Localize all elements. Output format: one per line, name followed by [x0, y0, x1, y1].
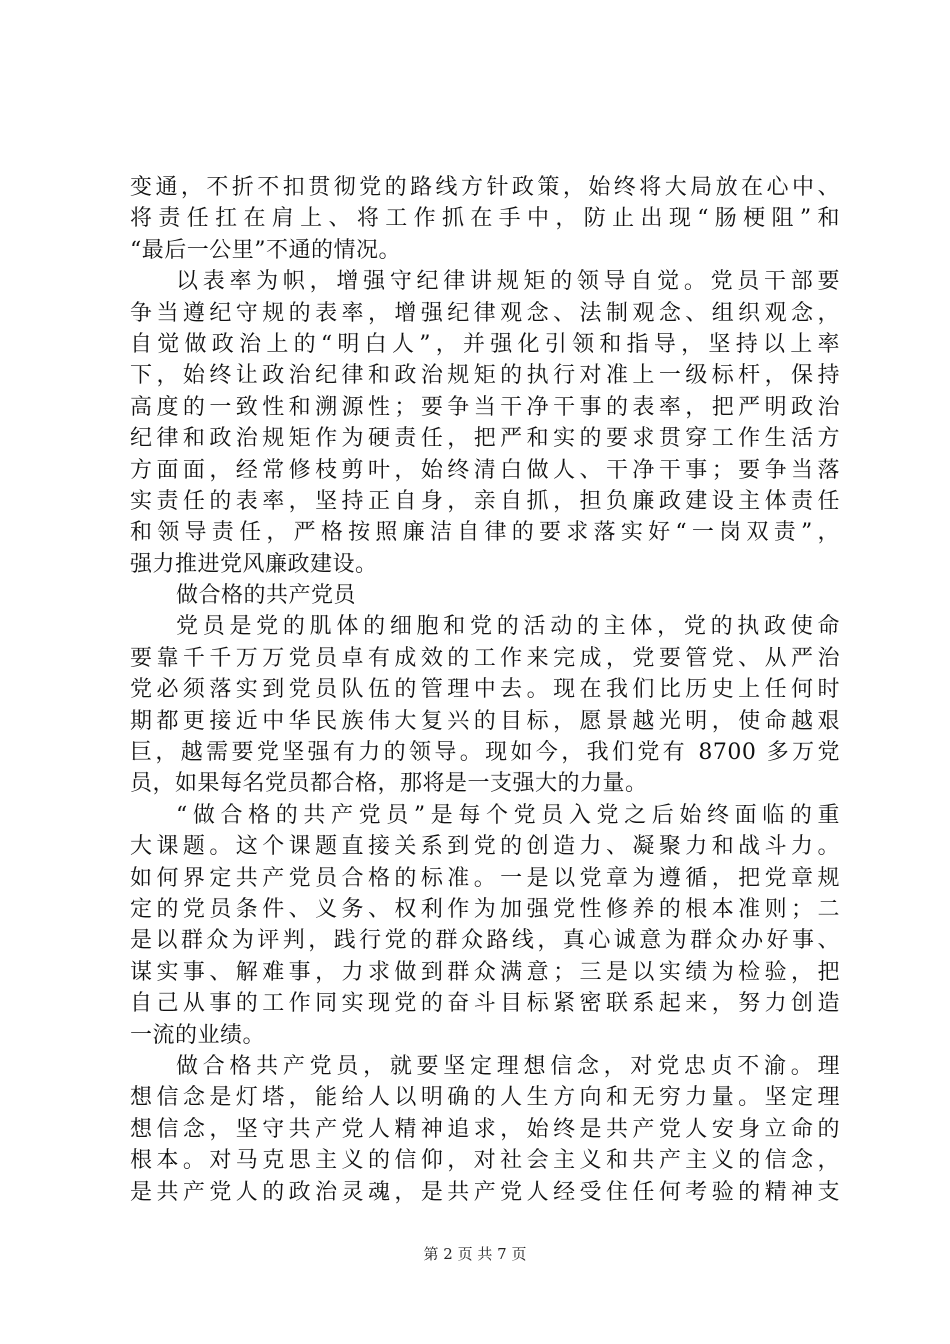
text-line: 一流的业绩。 [130, 1022, 266, 1048]
text-line: “做合格的共产党员”是每个党员入党之后始终面临的重 [176, 802, 840, 828]
text-line: 党员是党的肌体的细胞和党的活动的主体，党的执政使命 [176, 614, 840, 640]
text-line: 将责任扛在肩上、将工作抓在手中，防止出现“肠梗阻”和 [130, 206, 840, 232]
text-line: 变通，不折不扣贯彻党的路线方针政策，始终将大局放在心中、 [130, 175, 840, 200]
text-line: 是以群众为评判，践行党的群众路线，真心诚意为群众办好事、 [130, 928, 840, 954]
text-line: 想信念是灯塔，能给人以明确的人生方向和无穷力量。坚定理 [130, 1085, 840, 1111]
text-line: “最后一公里”不通的情况。 [130, 237, 401, 263]
text-line: 根本。对马克思主义的信仰，对社会主义和共产主义的信念， [130, 1148, 840, 1174]
text-line: 党必须落实到党员队伍的管理中去。现在我们比历史上任何时 [130, 677, 840, 703]
text-line: 期都更接近中华民族伟大复兴的目标，愿景越光明，使命越艰 [130, 708, 840, 734]
text-line: 巨，越需要党坚强有力的领导。现如今，我们党有 8700 多万党 [130, 740, 840, 766]
text-line: 和领导责任，严格按照廉洁自律的要求落实好“一岗双责”， [130, 520, 840, 546]
text-line: 争当遵纪守规的表率，增强纪律观念、法制观念、组织观念， [130, 300, 840, 326]
text-line: 高度的一致性和溯源性；要争当干净干事的表率，把严明政治 [130, 394, 840, 420]
text-line: 如何界定共产党员合格的标准。一是以党章为遵循，把党章规 [130, 865, 840, 891]
text-line: 下，始终让政治纪律和政治规矩的执行对准上一级标杆，保持 [130, 363, 840, 389]
text-line: 以表率为帜，增强守纪律讲规矩的领导自觉。党员干部要 [176, 269, 840, 295]
text-line: 强力推进党风廉政建设。 [130, 551, 378, 577]
text-line: 要靠千千万万党员卓有成效的工作来完成，党要管党、从严治 [130, 645, 840, 671]
text-line: 谋实事、解难事，力求做到群众满意；三是以实绩为检验，把 [130, 959, 840, 985]
text-line: 实责任的表率，坚持正自身，亲自抓，担负廉政建设主体责任 [130, 488, 840, 514]
text-line: 自己从事的工作同实现党的奋斗目标紧密联系起来，努力创造 [130, 991, 840, 1017]
text-line: 大课题。这个课题直接关系到党的创造力、凝聚力和战斗力。 [130, 834, 840, 860]
text-line: 定的党员条件、义务、权利作为加强党性修养的根本准则；二 [130, 896, 840, 922]
text-line: 纪律和政治规矩作为硬责任，把严和实的要求贯穿工作生活方 [130, 426, 840, 452]
text-line: 是共产党人的政治灵魂，是共产党人经受住任何考验的精神支 [130, 1179, 840, 1205]
text-line: 自觉做政治上的“明白人”，并强化引领和指导，坚持以上率 [130, 331, 840, 357]
text-line: 方面面，经常修枝剪叶，始终清白做人、干净干事；要争当落 [130, 457, 840, 483]
text-line: 做合格共产党员，就要坚定理想信念，对党忠贞不渝。理 [176, 1053, 840, 1079]
page-footer: 第 2 页 共 7 页 [423, 1245, 527, 1263]
body-text [130, 172, 840, 1208]
text-line: 员，如果每名党员都合格，那将是一支强大的力量。 [130, 771, 648, 797]
text-line: 想信念，坚守共产党人精神追求，始终是共产党人安身立命的 [130, 1116, 840, 1142]
text-line: 做合格的共产党员 [176, 583, 357, 609]
